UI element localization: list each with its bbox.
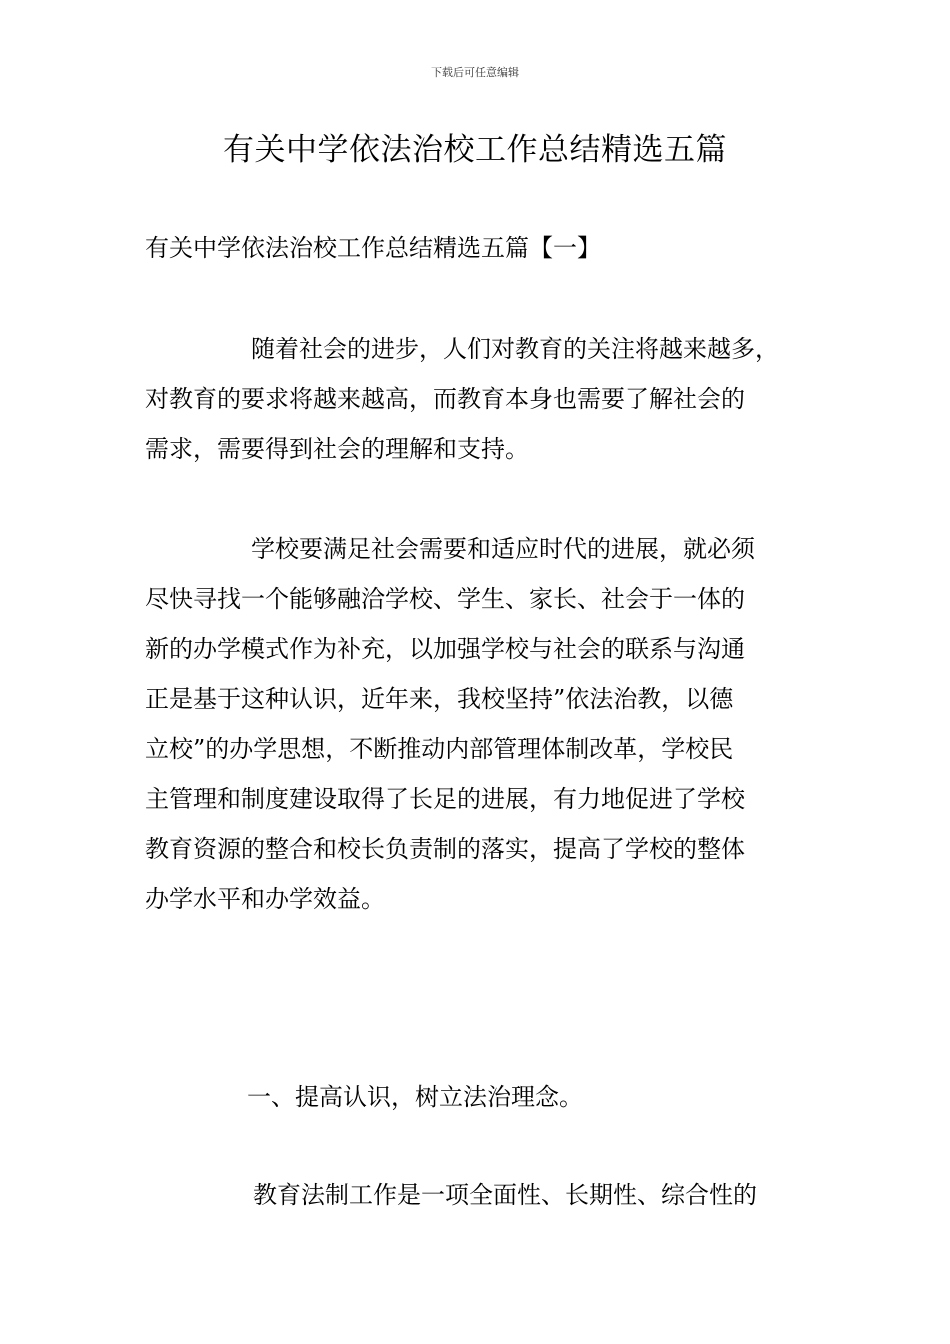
document-title: 有关中学依法治校工作总结精选五篇 [223,132,727,168]
section-heading: 有关中学依法治校工作总结精选五篇【一】 [145,234,601,262]
paragraph-1 [145,324,825,474]
paragraph-3-start: 教育法制工作是一项全面性、长期性、综合性的 [253,1181,757,1209]
paragraph-line: 新的办学模式作为补充，以加强学校与社会的联系与沟通 [145,635,745,663]
paragraph-line: 需求，需要得到社会的理解和支持。 [145,435,529,463]
paragraph-line: 随着社会的进步，人们对教育的关注将越来越多， [251,335,779,363]
paragraph-line: 教育资源的整合和校长负责制的落实，提高了学校的整体 [145,835,745,863]
paragraph-line: 对教育的要求将越来越高，而教育本身也需要了解社会的 [145,385,745,413]
paragraph-line: 办学水平和办学效益。 [145,885,385,913]
paragraph-line: 主管理和制度建设取得了长足的进展，有力地促进了学校 [145,785,745,813]
header-note: 下载后可任意编辑 [431,66,519,79]
paragraph-line: 尽快寻找一个能够融洽学校、学生、家长、社会于一体的 [145,585,745,613]
subheading-1: 一、提高认识，树立法治理念。 [247,1083,583,1111]
paragraph-line: 学校要满足社会需要和适应时代的进展，就必须 [251,535,755,563]
paragraph-line: 立校”的办学思想，不断推动内部管理体制改革，学校民 [145,735,734,763]
paragraph-2 [145,524,825,924]
paragraph-line: 正是基于这种认识，近年来，我校坚持”依法治教，以德 [145,685,734,713]
